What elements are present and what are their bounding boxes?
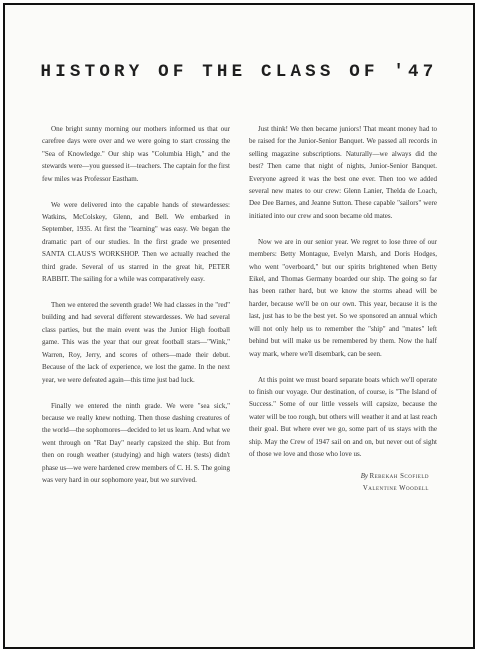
byline xyxy=(249,471,437,496)
byline-by: By xyxy=(360,472,368,480)
page-border xyxy=(3,3,475,649)
paragraph: Now we are in our senior year. We regret to lose three of our members: Betty Montague, Evelyn Marsh, and Doris Hodges, who went "overboard," but our spirits brightened when Betty Eikel, and Thomas Germany boarded our ship. The going so far has been rather hard, but we know the storms ahead will be harder, because we'll be on our own. This year, because it is the last, just has to be the best yet. So we sponsored an annual which will not only help us to remember the "ship" and "mates" left behind but will make us be remembered by them. Now the half way mark, where we'll disembark, can be seen. xyxy=(249,237,437,358)
right-column xyxy=(249,123,437,496)
paragraph: One bright sunny morning our mothers informed us that our carefree days were over and we were going to start crossing the "Sea of Knowledge." Our ship was "Columbia High," and the stewards were—you guessed it—teachers. The captain for the first few miles was Professor Eastham. xyxy=(42,125,230,183)
paragraph: Then we entered the seventh grade! We had classes in the "red" building and had several different stewardesses. We had several class parties, but the main event was the Junior High football game. This was the year that our great football stars—"Wink," Warren, Roy, Jerry, and scores of others—made their debut. Because of the lack of experience, we lost the game. In the next year, we were defeated again—this time just bad luck. xyxy=(42,301,230,384)
paragraph: At this point we must board separate boats which we'll operate to finish our voyage. Our destination, of course, is "The Island of Success." Some of our little vessels will capsize, because the water will be too rough, but others will weather it and at last reach their goal. But where ever we go, some part of us stays with the ship. May the Crew of 1947 sail on and on, but never out of sight of those we love and those who love us. xyxy=(249,375,437,458)
author-name: Valentine Woodell xyxy=(362,485,429,493)
paragraph: Finally we entered the ninth grade. We were "sea sick," because we really knew nothing. Then those dashing creatures of the world—the sophomores—decided to let us learn. And what we went through on "Rat Day" nearly capsized the ship. But from then on rough weather (studying) and high waters (tests) didn't phase us—we were hardened crew members of C. H. S. The going was very hard in our sophomore year, but we survived. xyxy=(42,401,230,484)
document-page xyxy=(5,5,473,647)
paragraph: Just think! We then became juniors! That meant money had to be raised for the Junior-Senior Banquet. We passed all records in selling magazine subscriptions. Naturally—we always did the best? Then came that night of nights, Junior-Senior Banquet. Everyone agreed it was the best one ever. Then too we added several new mates to our crew: Glenn Lanier, Thelda de Loach, Dee Dee Barnes, and Jeanne Sutton. These capable "sailors" were initiated into our crew and soon became old mates. xyxy=(249,125,437,220)
left-column xyxy=(42,123,230,500)
author-name: Rebekah Scofield xyxy=(369,472,429,480)
paragraph: We were delivered into the capable hands of stewardesses: Watkins, McColskey, Glenn, and Bell. We embarked in September, 1935. At first the "learning" was easy. We began the dramatic part of our studies. In the first grade we presented SANTA CLAUS'S WORKSHOP. Then we actually reached the third grade. Several of us starred in the great hit, PETER RABBIT. The sailing for a while was comparatively easy. xyxy=(42,200,230,284)
page-title: HISTORY OF THE CLASS OF '47 xyxy=(40,62,438,82)
